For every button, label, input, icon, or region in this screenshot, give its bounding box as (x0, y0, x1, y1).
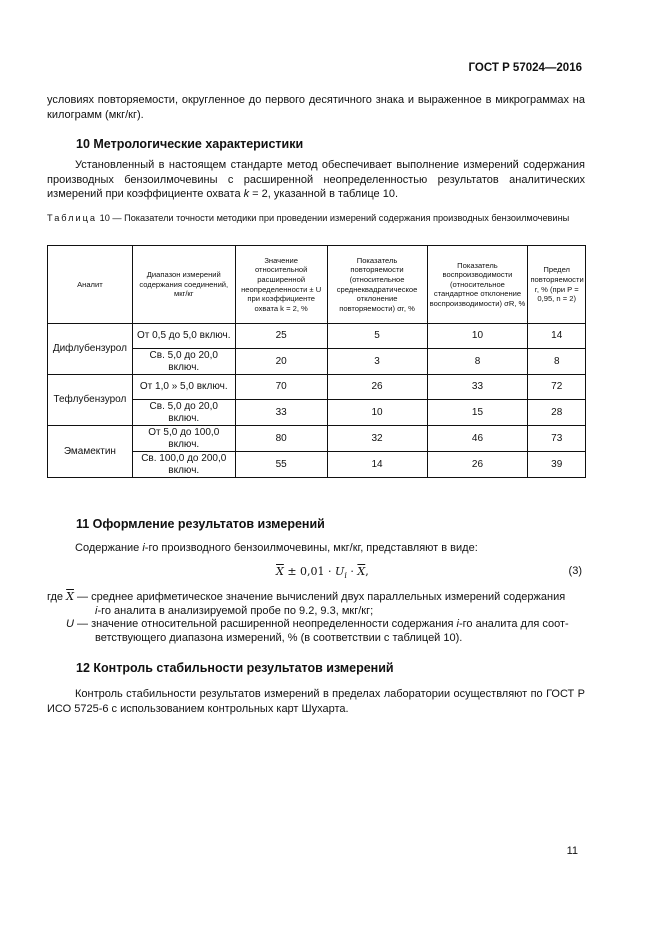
where-x: где $\overline{X}$ — среднее арифметическое значение вычислений двух параллельных измерений содержания (47, 590, 566, 603)
section-10-heading: 10 Метрологические характеристики (76, 137, 304, 151)
cell-sr: 10 (327, 400, 427, 426)
table-row (48, 375, 586, 400)
section-12-heading: 12 Контроль стабильности результатов измерений (76, 661, 394, 675)
cell-range: От 0,5 до 5,0 включ. (132, 324, 235, 349)
cell-analyte: Дифлубензурол (48, 324, 133, 375)
cell-u: 20 (235, 349, 327, 375)
cell-sR: 15 (427, 400, 528, 426)
cell-sr: 26 (327, 375, 427, 400)
cell-range: Св. 5,0 до 20,0 включ. (132, 349, 235, 375)
col-analyte: Аналит (48, 246, 133, 324)
cell-sr: 14 (327, 452, 427, 478)
cell-range: От 5,0 до 100,0 включ. (132, 426, 235, 452)
section-10-paragraph: Установленный в настоящем стандарте метод обеспечивает выполнение измерений содержания производных бензоилмочевины с расширенной неопределенностью результатов аналитических измерений при коэффициенте охвата k = 2, указанной в таблице 10. (47, 159, 585, 200)
cell-sR: 10 (427, 324, 528, 349)
where-x-cont: i-го аналита в анализируемой пробе по 9.2, 9.3, мкг/кг; (95, 605, 374, 617)
cell-sR: 46 (427, 426, 528, 452)
table-row (48, 426, 586, 452)
where-u-cont: ветствующего диапазона измерений, % (в соответствии с таблицей 10). (95, 632, 463, 644)
cell-u: 70 (235, 375, 327, 400)
table-caption: Таблица 10 — Показатели точности методики при проведении измерений содержания производных бензоилмочевины (47, 213, 570, 223)
table-header-row (48, 246, 586, 324)
col-repeatability: Показатель повторяемости (относительное среднеквадратическое отклонение повторяемости) σr, % (327, 246, 427, 324)
precision-table (47, 245, 586, 478)
cell-analyte: Эмамектин (48, 426, 133, 478)
col-uncertainty: Значение относительной расширенной неопределенности ± U при коэффициенте охвата k = 2, % (235, 246, 327, 324)
cell-r: 14 (528, 324, 586, 349)
cell-r: 28 (528, 400, 586, 426)
cell-range: Св. 100,0 до 200,0 включ. (132, 452, 235, 478)
cell-u: 80 (235, 426, 327, 452)
section-12-paragraph: Контроль стабильности результатов измерений в пределах лаборатории осуществляют по ГОСТ Р ИСО 5725-6 с использованием контрольных карт Шухарта. (47, 688, 585, 715)
cell-sR: 8 (427, 349, 528, 375)
section-11-heading: 11 Оформление результатов измерений (76, 517, 325, 531)
cell-u: 25 (235, 324, 327, 349)
formula-number: (3) (568, 565, 582, 577)
cell-u: 33 (235, 400, 327, 426)
col-limit: Предел повторяемости r, % (при P = 0,95, n = 2) (528, 246, 586, 324)
intro-paragraph: условиях повторяемости, округленное до первого десятичного знака и выраженное в микрограммах на килограмм (мкг/кг). (47, 94, 585, 121)
cell-r: 72 (528, 375, 586, 400)
col-reproducibility: Показатель воспроизводимости (относительное стандартное отклонение воспроизводимости) σR, % (427, 246, 528, 324)
cell-sr: 3 (327, 349, 427, 375)
cell-u: 55 (235, 452, 327, 478)
cell-r: 8 (528, 349, 586, 375)
page-number: 11 (566, 845, 578, 857)
cell-r: 73 (528, 426, 586, 452)
where-u: U — значение относительной расширенной неопределенности содержания i-го аналита для соот- (66, 618, 569, 630)
cell-sr: 5 (327, 324, 427, 349)
cell-range: От 1,0 » 5,0 включ. (132, 375, 235, 400)
cell-r: 39 (528, 452, 586, 478)
formula-3: $\overline{X} \pm 0,01 \cdot U_i \cdot \overline{X}$, (276, 565, 369, 581)
section-11-paragraph: Содержание i-го производного бензоилмочевины, мкг/кг, представляют в виде: (75, 542, 478, 554)
document-id: ГОСТ Р 57024—2016 (468, 62, 582, 74)
cell-analyte: Тефлубензурол (48, 375, 133, 426)
cell-sr: 32 (327, 426, 427, 452)
table-row (48, 324, 586, 349)
cell-sR: 33 (427, 375, 528, 400)
col-range: Диапазон измерений содержания соединений, мкг/кг (132, 246, 235, 324)
cell-sR: 26 (427, 452, 528, 478)
cell-range: Св. 5,0 до 20,0 включ. (132, 400, 235, 426)
